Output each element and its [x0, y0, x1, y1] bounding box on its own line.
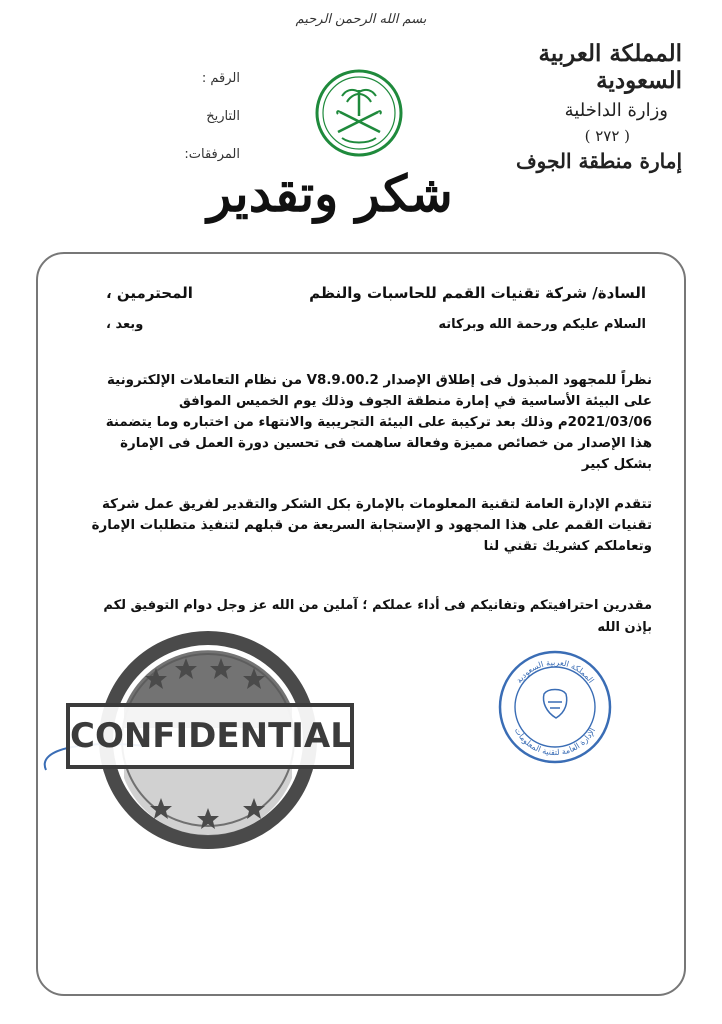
letter-title: شكر وتقدير — [207, 164, 453, 223]
salutation-line — [86, 282, 646, 304]
greeting-text: السلام عليكم ورحمة الله وبركاته — [438, 317, 646, 332]
confidential-label: CONFIDENTIAL — [66, 703, 354, 769]
salutation-respect: المحترمين ، — [106, 284, 193, 302]
basmala: بسم الله الرحمن الرحيم — [295, 12, 427, 27]
kingdom-name: المملكة العربية السعودية — [538, 40, 682, 94]
ministry-name: وزارة الداخلية — [564, 100, 668, 121]
paragraph-release: نظراً للمجهود المبذول فى إطلاق الإصدار V8.9.00.2 من نظام التعاملات الإلكترونية على البيئة الأساسية في إمارة منطقة الجوف وذلك يوم الخميس الموافق 2021/03/06م وذلك بعد تركيبة على البيئة التجريبية والانتهاء من اختباره وما يتضمنة هذا الإصدار من خصائص مميزة وفعالة ساهمت فى تحسين دورة العمل فى الإمارة بشكل كبير — [105, 373, 652, 472]
saudi-emblem-icon — [314, 68, 404, 158]
seal-text: الإدارة العامة لتقنية المعلومات — [512, 726, 598, 758]
region-name: إمارة منطقة الجوف — [515, 149, 682, 173]
confidential-stamp — [26, 628, 352, 858]
svg-text:المملكة العربية السعودية — [514, 658, 595, 685]
it-department-seal-icon — [496, 648, 614, 766]
paragraph-thanks: تتقدم الإدارة العامة لتقنية المعلومات بالإمارة بكل الشكر والتقدير لفريق عمل شركة تقنيات القمم على هذا المجهود و الإستجابة السريعة من قبلهم لتنفيذ متطلبات الإمارة وتعاملكم كشريك تقني لنا — [91, 497, 652, 554]
greeting-after: وبعد ، — [106, 317, 144, 332]
salutation-recipient: السادة/ شركة تقنيات القمم للحاسبات والنظم — [309, 284, 646, 302]
reference-fields — [120, 64, 240, 178]
field-date-label: التاريخ — [206, 109, 240, 124]
issuer-header — [452, 40, 682, 173]
ministry-code: ( ٢٧٢ ) — [584, 127, 630, 145]
paragraph-closing: مقدرين احترافيتكم وتفانيكم فى أداء عملكم ؛ آملين من الله عز وجل دوام التوفيق لكم بإذن الله — [103, 598, 652, 635]
field-attachments-label: المرفقات: — [184, 147, 240, 162]
field-number-label: الرقم : — [201, 71, 240, 86]
greeting-line — [86, 314, 646, 336]
seal-top-text: المملكة العربية السعودية — [514, 657, 596, 685]
